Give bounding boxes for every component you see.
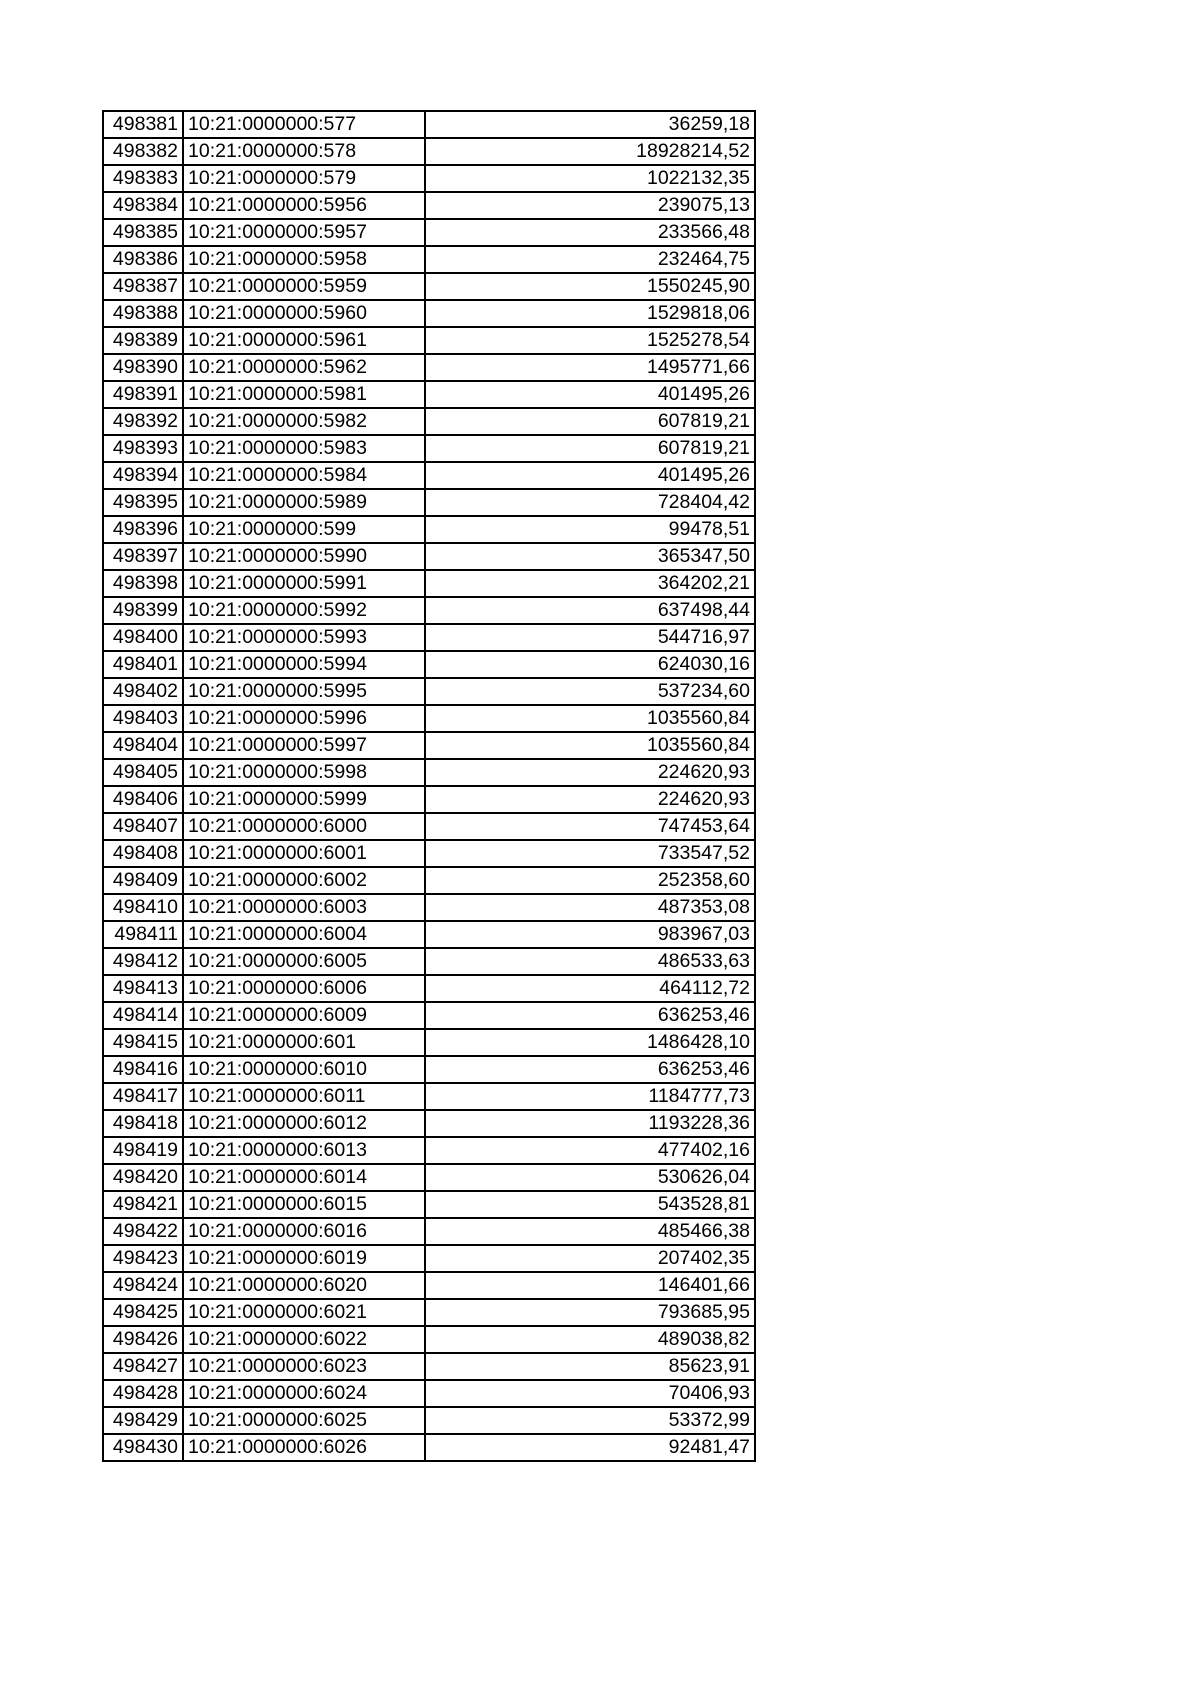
cadastral-number-cell: 10:21:0000000:599	[183, 516, 425, 543]
value-cell: 1529818,06	[425, 300, 755, 327]
cadastral-number-cell: 10:21:0000000:5996	[183, 705, 425, 732]
cadastral-number-cell: 10:21:0000000:6020	[183, 1272, 425, 1299]
row-number-cell: 498384	[103, 192, 183, 219]
table-row	[103, 138, 755, 165]
cadastral-number-cell: 10:21:0000000:6004	[183, 921, 425, 948]
row-number-cell: 498408	[103, 840, 183, 867]
row-number-cell: 498383	[103, 165, 183, 192]
table-row	[103, 1407, 755, 1434]
table-row	[103, 624, 755, 651]
value-cell: 485466,38	[425, 1218, 755, 1245]
table-row	[103, 813, 755, 840]
table-row	[103, 921, 755, 948]
row-number-cell: 498405	[103, 759, 183, 786]
table-row	[103, 1272, 755, 1299]
value-cell: 146401,66	[425, 1272, 755, 1299]
table-body	[103, 111, 755, 1461]
cadastral-number-cell: 10:21:0000000:5958	[183, 246, 425, 273]
value-cell: 489038,82	[425, 1326, 755, 1353]
cadastral-number-cell: 10:21:0000000:5997	[183, 732, 425, 759]
table-row	[103, 678, 755, 705]
table-row	[103, 840, 755, 867]
value-cell: 530626,04	[425, 1164, 755, 1191]
table-row	[103, 1029, 755, 1056]
table-row	[103, 975, 755, 1002]
value-cell: 1022132,35	[425, 165, 755, 192]
table-row	[103, 1002, 755, 1029]
cadastral-number-cell: 10:21:0000000:5962	[183, 354, 425, 381]
table-row	[103, 1326, 755, 1353]
table-row	[103, 327, 755, 354]
cadastral-number-cell: 10:21:0000000:6009	[183, 1002, 425, 1029]
cadastral-number-cell: 10:21:0000000:5998	[183, 759, 425, 786]
table-row	[103, 786, 755, 813]
row-number-cell: 498382	[103, 138, 183, 165]
value-cell: 1184777,73	[425, 1083, 755, 1110]
row-number-cell: 498421	[103, 1191, 183, 1218]
cadastral-number-cell: 10:21:0000000:5981	[183, 381, 425, 408]
table-row	[103, 597, 755, 624]
cadastral-number-cell: 10:21:0000000:6006	[183, 975, 425, 1002]
row-number-cell: 498413	[103, 975, 183, 1002]
row-number-cell: 498400	[103, 624, 183, 651]
cadastral-number-cell: 10:21:0000000:6002	[183, 867, 425, 894]
value-cell: 486533,63	[425, 948, 755, 975]
value-cell: 239075,13	[425, 192, 755, 219]
row-number-cell: 498391	[103, 381, 183, 408]
row-number-cell: 498430	[103, 1434, 183, 1461]
row-number-cell: 498429	[103, 1407, 183, 1434]
cadastral-number-cell: 10:21:0000000:5995	[183, 678, 425, 705]
row-number-cell: 498395	[103, 489, 183, 516]
value-cell: 53372,99	[425, 1407, 755, 1434]
row-number-cell: 498426	[103, 1326, 183, 1353]
row-number-cell: 498409	[103, 867, 183, 894]
row-number-cell: 498389	[103, 327, 183, 354]
table-row	[103, 489, 755, 516]
table-row	[103, 894, 755, 921]
value-cell: 728404,42	[425, 489, 755, 516]
row-number-cell: 498398	[103, 570, 183, 597]
table-row	[103, 246, 755, 273]
value-cell: 733547,52	[425, 840, 755, 867]
value-cell: 537234,60	[425, 678, 755, 705]
value-cell: 207402,35	[425, 1245, 755, 1272]
cadastral-number-cell: 10:21:0000000:6026	[183, 1434, 425, 1461]
row-number-cell: 498427	[103, 1353, 183, 1380]
cadastral-number-cell: 10:21:0000000:6025	[183, 1407, 425, 1434]
value-cell: 365347,50	[425, 543, 755, 570]
value-cell: 92481,47	[425, 1434, 755, 1461]
table-row	[103, 1191, 755, 1218]
cadastral-number-cell: 10:21:0000000:5956	[183, 192, 425, 219]
value-cell: 747453,64	[425, 813, 755, 840]
cadastral-number-cell: 10:21:0000000:578	[183, 138, 425, 165]
table-row	[103, 1218, 755, 1245]
row-number-cell: 498403	[103, 705, 183, 732]
table-row	[103, 516, 755, 543]
value-cell: 252358,60	[425, 867, 755, 894]
table-row	[103, 111, 755, 138]
value-cell: 401495,26	[425, 381, 755, 408]
table-row	[103, 1110, 755, 1137]
row-number-cell: 498392	[103, 408, 183, 435]
row-number-cell: 498417	[103, 1083, 183, 1110]
row-number-cell: 498406	[103, 786, 183, 813]
row-number-cell: 498420	[103, 1164, 183, 1191]
cadastral-number-cell: 10:21:0000000:6023	[183, 1353, 425, 1380]
cadastral-number-cell: 10:21:0000000:6005	[183, 948, 425, 975]
table-row	[103, 1299, 755, 1326]
row-number-cell: 498385	[103, 219, 183, 246]
value-cell: 1193228,36	[425, 1110, 755, 1137]
value-cell: 1550245,90	[425, 273, 755, 300]
value-cell: 70406,93	[425, 1380, 755, 1407]
cadastral-number-cell: 10:21:0000000:5983	[183, 435, 425, 462]
value-cell: 233566,48	[425, 219, 755, 246]
value-cell: 1035560,84	[425, 732, 755, 759]
value-cell: 607819,21	[425, 435, 755, 462]
row-number-cell: 498418	[103, 1110, 183, 1137]
table-row	[103, 165, 755, 192]
row-number-cell: 498381	[103, 111, 183, 138]
value-cell: 1035560,84	[425, 705, 755, 732]
row-number-cell: 498419	[103, 1137, 183, 1164]
cadastral-number-cell: 10:21:0000000:6022	[183, 1326, 425, 1353]
cadastral-number-cell: 10:21:0000000:6019	[183, 1245, 425, 1272]
value-cell: 232464,75	[425, 246, 755, 273]
table-row	[103, 948, 755, 975]
value-cell: 636253,46	[425, 1002, 755, 1029]
table-row	[103, 1434, 755, 1461]
cadastral-number-cell: 10:21:0000000:5991	[183, 570, 425, 597]
table-row	[103, 1245, 755, 1272]
table-row	[103, 705, 755, 732]
value-cell: 793685,95	[425, 1299, 755, 1326]
value-cell: 364202,21	[425, 570, 755, 597]
cadastral-number-cell: 10:21:0000000:5959	[183, 273, 425, 300]
row-number-cell: 498404	[103, 732, 183, 759]
value-cell: 464112,72	[425, 975, 755, 1002]
value-cell: 224620,93	[425, 759, 755, 786]
row-number-cell: 498399	[103, 597, 183, 624]
row-number-cell: 498414	[103, 1002, 183, 1029]
row-number-cell: 498422	[103, 1218, 183, 1245]
value-cell: 607819,21	[425, 408, 755, 435]
row-number-cell: 498416	[103, 1056, 183, 1083]
table-row	[103, 192, 755, 219]
value-cell: 636253,46	[425, 1056, 755, 1083]
cadastral-number-cell: 10:21:0000000:6021	[183, 1299, 425, 1326]
row-number-cell: 498415	[103, 1029, 183, 1056]
row-number-cell: 498407	[103, 813, 183, 840]
table-row	[103, 1380, 755, 1407]
row-number-cell: 498428	[103, 1380, 183, 1407]
cadastral-number-cell: 10:21:0000000:5993	[183, 624, 425, 651]
cadastral-number-cell: 10:21:0000000:6024	[183, 1380, 425, 1407]
value-cell: 1495771,66	[425, 354, 755, 381]
table-row	[103, 759, 755, 786]
table-row	[103, 570, 755, 597]
row-number-cell: 498386	[103, 246, 183, 273]
table-row	[103, 1164, 755, 1191]
value-cell: 224620,93	[425, 786, 755, 813]
cadastral-number-cell: 10:21:0000000:6015	[183, 1191, 425, 1218]
value-cell: 624030,16	[425, 651, 755, 678]
value-cell: 1486428,10	[425, 1029, 755, 1056]
cadastral-number-cell: 10:21:0000000:6011	[183, 1083, 425, 1110]
cadastral-number-cell: 10:21:0000000:5957	[183, 219, 425, 246]
row-number-cell: 498411	[103, 921, 183, 948]
cadastral-number-cell: 10:21:0000000:5999	[183, 786, 425, 813]
value-cell: 18928214,52	[425, 138, 755, 165]
cadastral-number-cell: 10:21:0000000:5960	[183, 300, 425, 327]
row-number-cell: 498393	[103, 435, 183, 462]
row-number-cell: 498396	[103, 516, 183, 543]
cadastral-number-cell: 10:21:0000000:5992	[183, 597, 425, 624]
cadastral-number-cell: 10:21:0000000:5994	[183, 651, 425, 678]
row-number-cell: 498425	[103, 1299, 183, 1326]
table-row	[103, 651, 755, 678]
cadastral-number-cell: 10:21:0000000:579	[183, 165, 425, 192]
row-number-cell: 498397	[103, 543, 183, 570]
cadastral-number-cell: 10:21:0000000:6000	[183, 813, 425, 840]
table-row	[103, 381, 755, 408]
cadastral-number-cell: 10:21:0000000:6016	[183, 1218, 425, 1245]
table-row	[103, 435, 755, 462]
table-row	[103, 543, 755, 570]
cadastral-value-table	[102, 110, 756, 1462]
table-row	[103, 1056, 755, 1083]
cadastral-number-cell: 10:21:0000000:5984	[183, 462, 425, 489]
cadastral-number-cell: 10:21:0000000:5989	[183, 489, 425, 516]
value-cell: 401495,26	[425, 462, 755, 489]
value-cell: 983967,03	[425, 921, 755, 948]
row-number-cell: 498402	[103, 678, 183, 705]
table-row	[103, 300, 755, 327]
row-number-cell: 498394	[103, 462, 183, 489]
table-row	[103, 219, 755, 246]
cadastral-number-cell: 10:21:0000000:6013	[183, 1137, 425, 1164]
row-number-cell: 498423	[103, 1245, 183, 1272]
row-number-cell: 498388	[103, 300, 183, 327]
table-row	[103, 408, 755, 435]
value-cell: 637498,44	[425, 597, 755, 624]
table-row	[103, 867, 755, 894]
value-cell: 1525278,54	[425, 327, 755, 354]
table-row	[103, 462, 755, 489]
cadastral-number-cell: 10:21:0000000:5982	[183, 408, 425, 435]
row-number-cell: 498387	[103, 273, 183, 300]
table-row	[103, 1083, 755, 1110]
cadastral-number-cell: 10:21:0000000:577	[183, 111, 425, 138]
value-cell: 543528,81	[425, 1191, 755, 1218]
row-number-cell: 498390	[103, 354, 183, 381]
cadastral-number-cell: 10:21:0000000:601	[183, 1029, 425, 1056]
cadastral-number-cell: 10:21:0000000:6003	[183, 894, 425, 921]
value-cell: 36259,18	[425, 111, 755, 138]
cadastral-number-cell: 10:21:0000000:6012	[183, 1110, 425, 1137]
row-number-cell: 498401	[103, 651, 183, 678]
cadastral-number-cell: 10:21:0000000:5961	[183, 327, 425, 354]
value-cell: 85623,91	[425, 1353, 755, 1380]
row-number-cell: 498412	[103, 948, 183, 975]
row-number-cell: 498410	[103, 894, 183, 921]
row-number-cell: 498424	[103, 1272, 183, 1299]
table-row	[103, 1353, 755, 1380]
cadastral-number-cell: 10:21:0000000:6010	[183, 1056, 425, 1083]
table-row	[103, 273, 755, 300]
value-cell: 544716,97	[425, 624, 755, 651]
cadastral-number-cell: 10:21:0000000:5990	[183, 543, 425, 570]
value-cell: 477402,16	[425, 1137, 755, 1164]
cadastral-number-cell: 10:21:0000000:6001	[183, 840, 425, 867]
value-cell: 99478,51	[425, 516, 755, 543]
table-row	[103, 732, 755, 759]
table-row	[103, 1137, 755, 1164]
cadastral-number-cell: 10:21:0000000:6014	[183, 1164, 425, 1191]
table-row	[103, 354, 755, 381]
value-cell: 487353,08	[425, 894, 755, 921]
